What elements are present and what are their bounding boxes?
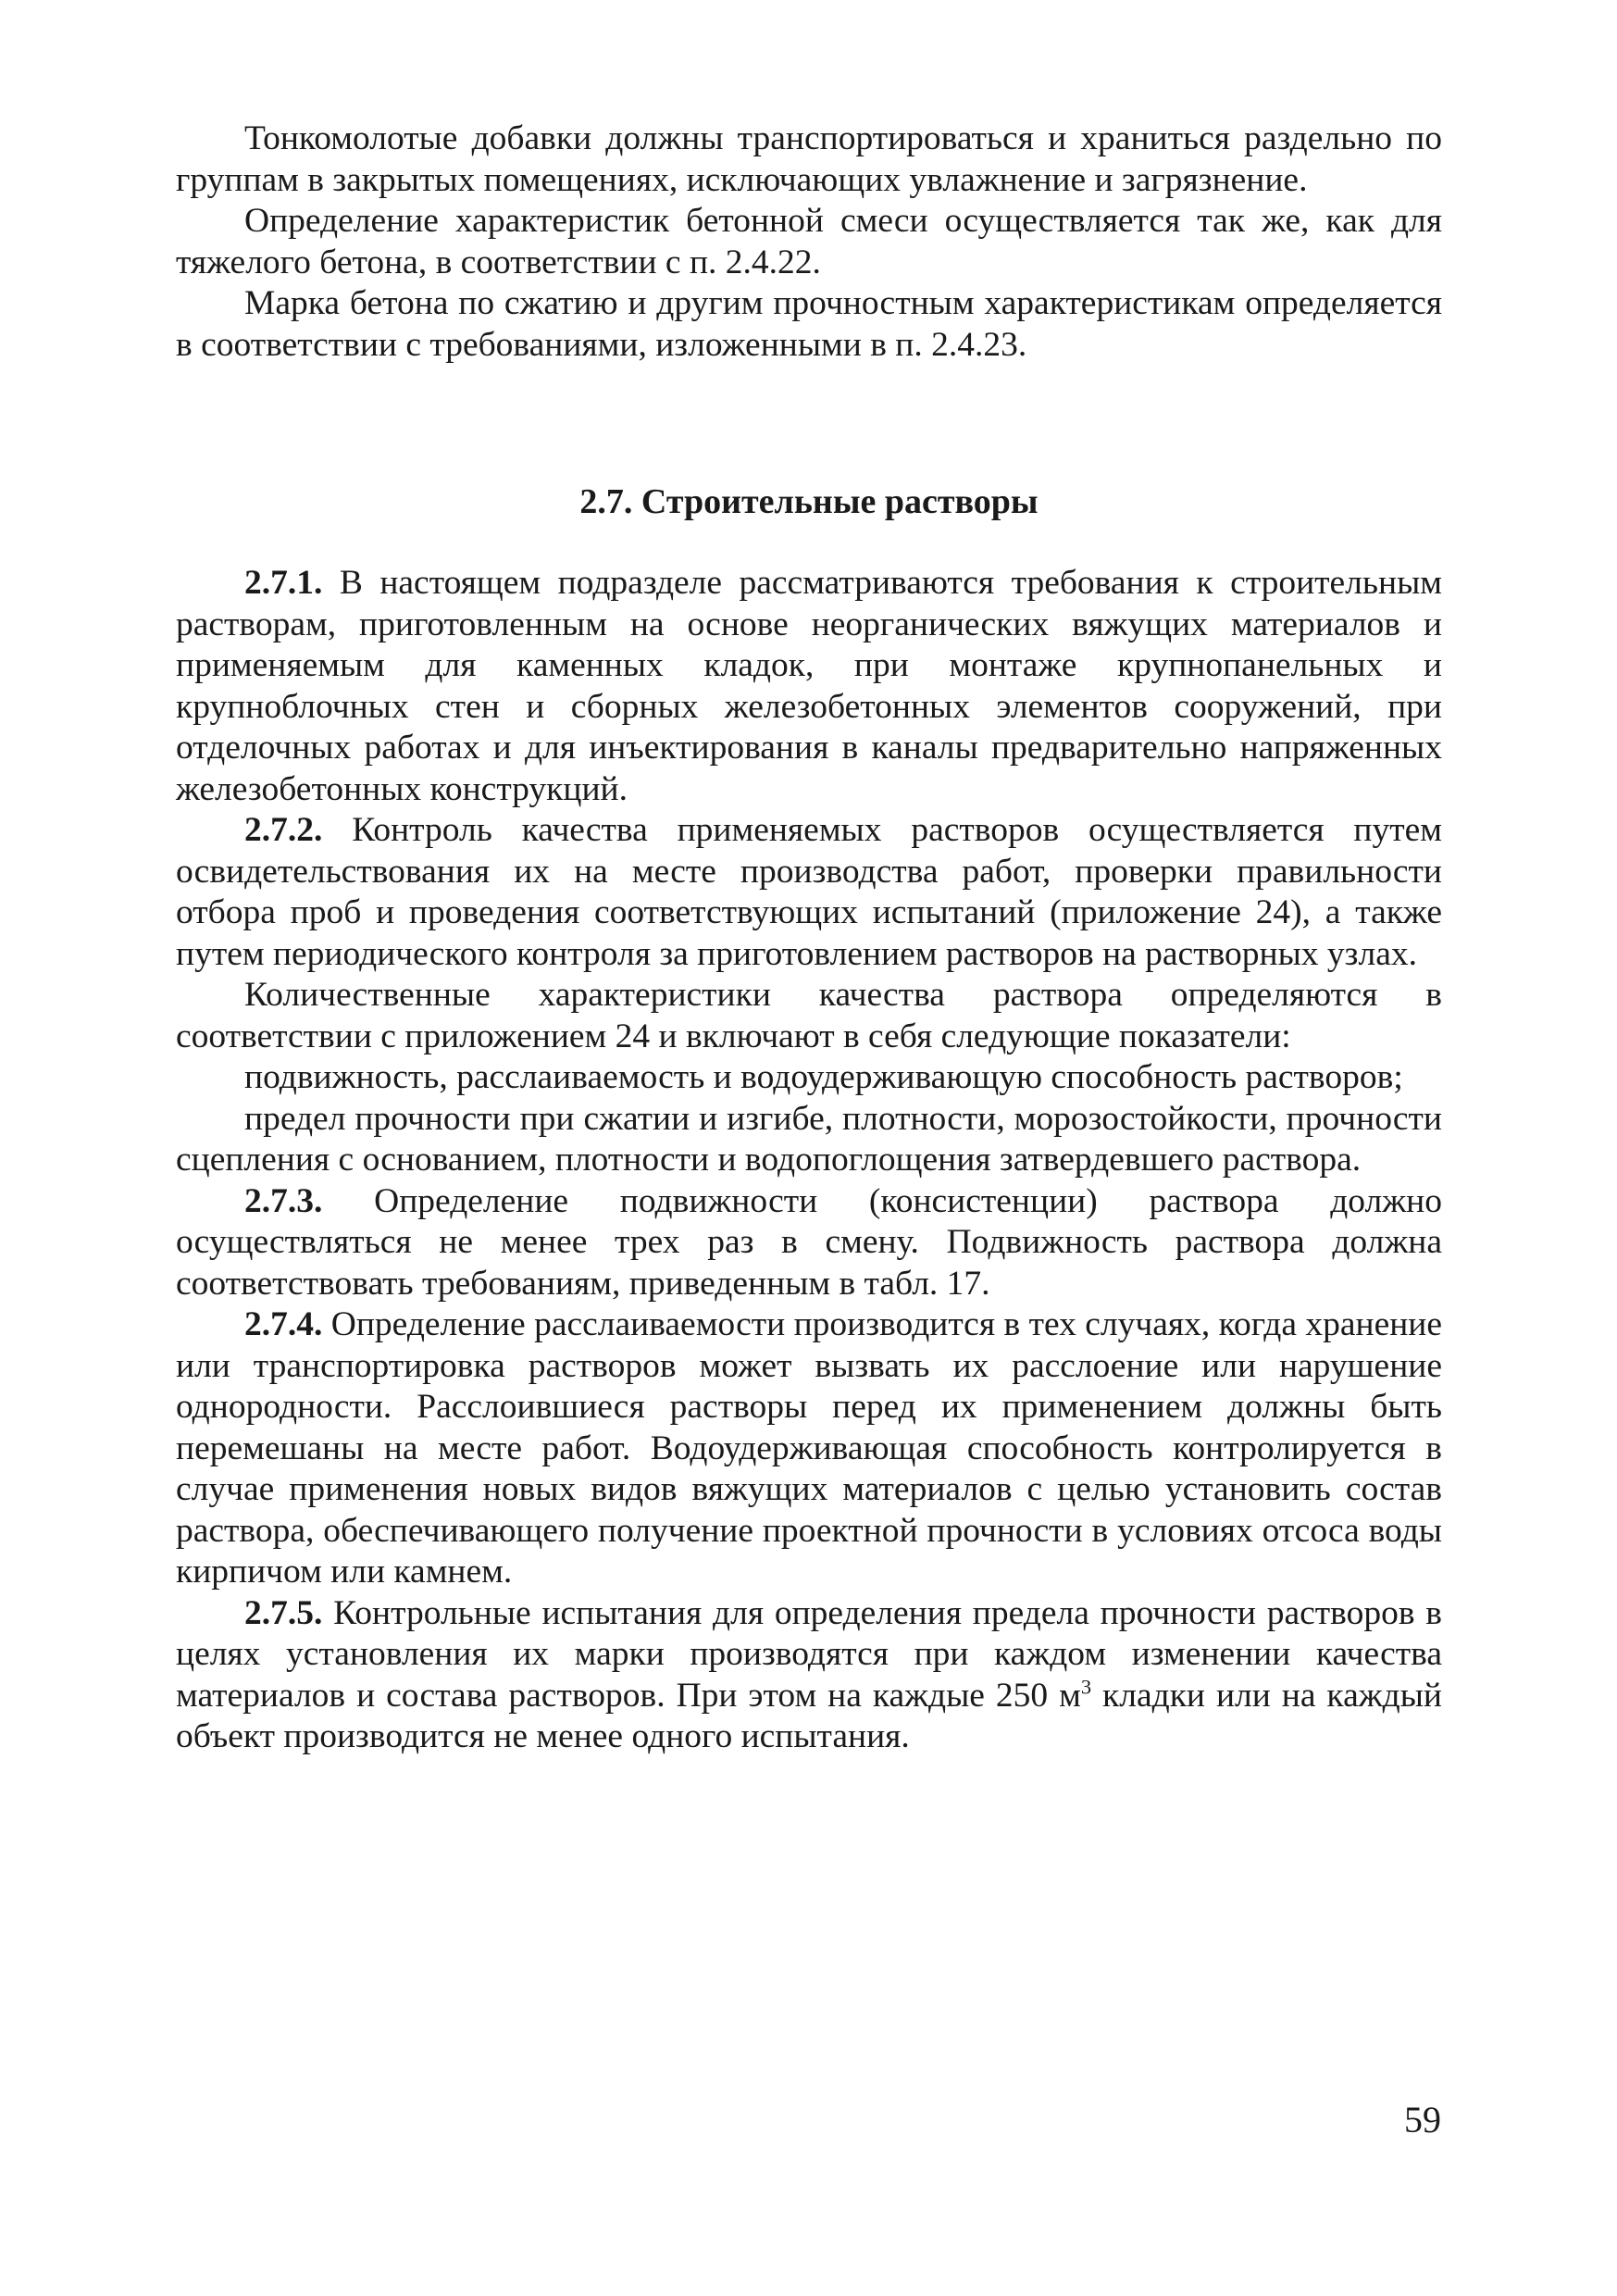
item-2-7-4 bbox=[176, 1304, 1442, 1593]
item-number: 2.7.2. bbox=[244, 811, 323, 849]
superscript-cube: 3 bbox=[1080, 1675, 1092, 1698]
intro-text bbox=[176, 119, 1442, 366]
item-number: 2.7.3. bbox=[244, 1181, 323, 1220]
item-number: 2.7.1. bbox=[244, 564, 323, 602]
item-2-7-3 bbox=[176, 1181, 1442, 1305]
item-text: В настоящем подразделе рассматриваются требования к строительным растворам, приготовленным на основе неорганических вяжущих материалов и применяемым для каменных кладок, при монтаже крупнопанельных и крупноблочных стен и сборных железобетонных элементов сооружений, при отделочных работах и для инъектирования в каналы предварительно напряженных железобетонных конструкций. bbox=[176, 564, 1442, 808]
item-text: Определение расслаиваемости производится в тех случаях, когда хранение или транспортировка растворов может вызвать их расслоение или нарушение однородности. Расслоившиеся растворы перед их применением должны быть перемешаны на месте работ. Водоудерживающая способность контролируется в случае применения новых видов вяжущих материалов с целью установить состав раствора, обеспечивающего получение проектной прочности в условиях отсоса воды кирпичом или камнем. bbox=[176, 1305, 1442, 1591]
page-number: 59 bbox=[1404, 2099, 1441, 2140]
item-2-7-1 bbox=[176, 563, 1442, 810]
item-text: Контроль качества применяемых растворов осуществляется путем освидетельствования их на месте производства работ, проверки правильности отбора проб и проведения соответствующих испытаний (приложение 24), а также путем периодического контроля за приготовлением растворов на растворных узлах. bbox=[176, 811, 1442, 973]
item-number: 2.7.4. bbox=[244, 1305, 323, 1343]
item-number: 2.7.5. bbox=[244, 1593, 323, 1632]
paragraph-storage: Тонкомолотые добавки должны транспортироваться и храниться раздельно по группам в закрытых помещениях, исключающих увлажнение и загрязнение. bbox=[176, 119, 1442, 199]
section-title: 2.7. Строительные растворы bbox=[579, 482, 1039, 521]
paragraph-mix-characteristics: Определение характеристик бетонной смеси осуществляется так же, как для тяжелого бетона, в соответствии с п. 2.4.22. bbox=[176, 202, 1442, 281]
section-body bbox=[176, 563, 1442, 1758]
paragraph-quantitative: Количественные характеристики качества раствора определяются в соответствии с приложением 24 и включают в себя следующие показатели: bbox=[176, 976, 1442, 1055]
item-text-continued: кладки или на каждый объект производится не менее одного испытания. bbox=[176, 1676, 1442, 1755]
paragraph-mobility: подвижность, расслаиваемость и водоудерживающую способность растворов; bbox=[244, 1058, 1403, 1096]
paragraph-strength: предел прочности при сжатии и изгибе, плотности, морозостойкости, прочности сцепления с основанием, плотности и водопоглощения затвердевшего раствора. bbox=[176, 1099, 1442, 1179]
paragraph-concrete-grade: Марка бетона по сжатию и другим прочностным характеристикам определяется в соответствии с требованиями, изложенными в п. 2.4.23. bbox=[176, 284, 1442, 364]
item-text: Определение подвижности (консистенции) раствора должно осуществляться не менее трех раз в смену. Подвижность раствора должна соответствовать требованиям, приведенным в табл. 17. bbox=[176, 1181, 1443, 1303]
item-2-7-2 bbox=[176, 810, 1442, 975]
item-2-7-5 bbox=[176, 1593, 1442, 1758]
item-text: Контрольные испытания для определения предела прочности растворов в целях установления их марки производятся при каждом изменении качества материалов и состава растворов. При этом на каждые 250 м bbox=[176, 1593, 1443, 1715]
